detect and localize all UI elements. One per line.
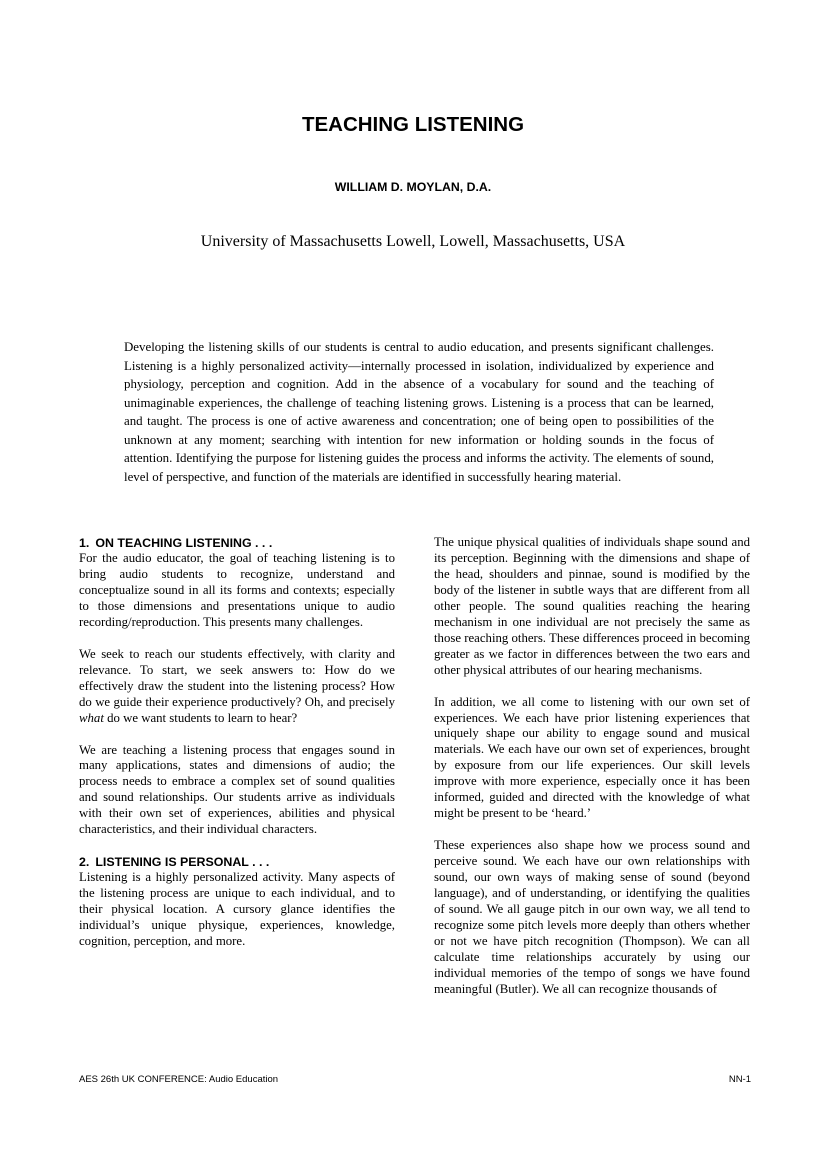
section-2-number: 2.: [79, 855, 90, 870]
author-name: WILLIAM D. MOYLAN, D.A.: [334, 180, 492, 194]
emphasis-what: what: [79, 710, 104, 725]
section-1-paragraph-2: We seek to reach our students effectively, with clarity and relevance. To start, we seek answers to: How do we effectively draw the student into the listening process? How do we guide their experience productively? Oh, and precisely what do we want students to learn to hear?: [79, 646, 395, 725]
abstract: Developing the listening skills of our students is central to audio education, and presents significant challenges. Listening is a highly personalized activity—internally processed in isolation, individualized by experience and physiology, perception and cognition. Add in the absence of a vocabulary for sound and the teaching of unimaginable experiences, the challenge of teaching listening grows. Listening is a process that can be learned, and taught. The process is one of active awareness and concentration; one of being open to possibilities of the unknown at any moment; searching with intention for new information or holding sounds in the focus of attention. Identifying the purpose for listening guides the process and informs the activity. The elements of sound, level of perspective, and function of the materials are identified in successfully hearing material.: [124, 340, 714, 484]
section-2-title: LISTENING IS PERSONAL . . .: [95, 855, 270, 870]
section-1-number: 1.: [79, 536, 90, 550]
section-1-paragraph-3: We are teaching a listening process that engages sound in many applications, states and dimensions of audio; the process needs to embrace a complex set of sound qualities and sound relationships. Our students arrive as individuals with their own set of experiences, abilities and physical characteristics, and their individual characters.: [79, 742, 395, 837]
right-column: [434, 535, 750, 998]
paper-title: TEACHING LISTENING: [301, 113, 525, 136]
section-1-heading: [79, 535, 395, 551]
footer-page-number: NN-1: [728, 1074, 751, 1085]
left-column: [79, 535, 395, 950]
section-2-paragraph-1: Listening is a highly personalized activity. Many aspects of the listening process are unique to each individual, and to their physical location. A cursory glance identifies the individual’s unique physique, experiences, knowledge, cognition, perception, and more.: [79, 870, 395, 949]
section-2-paragraph-2: The unique physical qualities of individuals shape sound and its perception. Beginning with the dimensions and shape of the head, shoulders and pinnae, sound is modified by the body of the listener in subtle ways that are different from all other people. The sound qualities reaching the hearing mechanism in one individual are not precisely the same as those reaching others. These differences proceed in becoming greater as we factor in differences between the two ears and other physical attributes of our hearing mechanisms.: [434, 535, 750, 677]
author-affiliation: University of Massachusetts Lowell, Lowell, Massachusetts, USA: [200, 233, 626, 250]
section-1-title: ON TEACHING LISTENING . . .: [95, 536, 273, 550]
section-2-heading: [79, 854, 395, 870]
footer-conference: AES 26th UK CONFERENCE: Audio Education: [79, 1074, 279, 1085]
section-2-paragraph-4: These experiences also shape how we process sound and perceive sound. We each have our own relationships with sound, our own ways of making sense of sound (beyond language), and of understanding, or identifying the qualities of sound. We all gauge pitch in our own way, we all tend to recognize some pitch levels more deeply than others whether or not we have pitch recognition (Thompson). We can all calculate time relationships accurately by using our individual memories of the tempo of songs we have found meaningful (Butler). We all can recognize thousands of: [434, 838, 750, 996]
section-1-paragraph-1: For the audio educator, the goal of teaching listening is to bring audio students to recognize, understand and conceptualize sound in all its forms and contexts; especially to those dimensions and presentations unique to audio recording/reproduction. This presents many challenges.: [79, 551, 395, 629]
section-2-paragraph-3: In addition, we all come to listening with our own set of experiences. We each have prior listening experiences that uniquely shape our ability to engage sound and musical materials. We each have our own set of experiences, brought by exposure from our life experiences. Our skill levels improve with more experience, especially once it has been informed, guided and directed with the knowledge of what might be present to be ‘heard.’: [434, 694, 750, 821]
